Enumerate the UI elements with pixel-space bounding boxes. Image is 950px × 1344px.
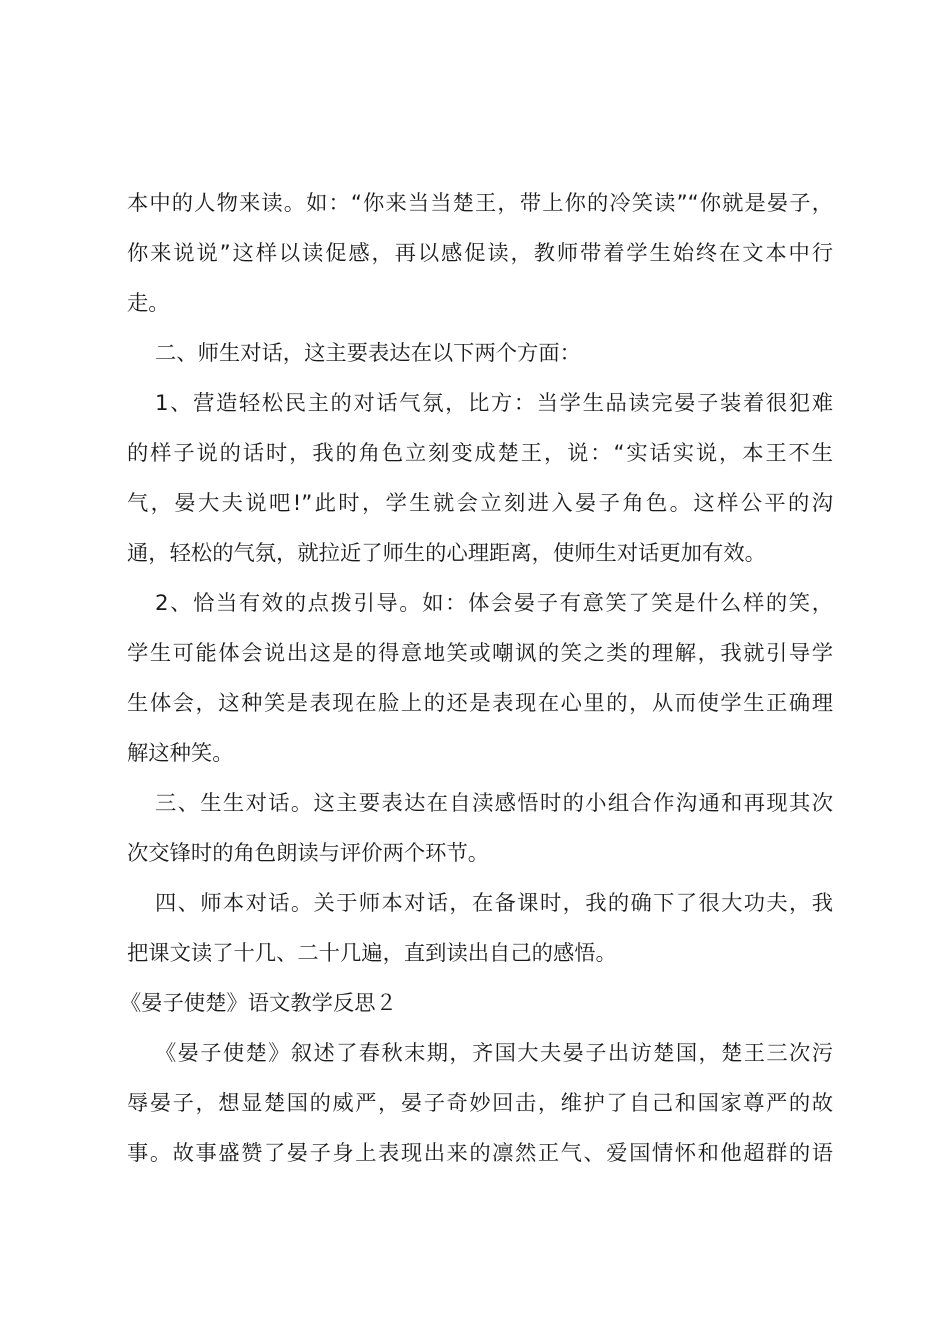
paragraph-line: 学生可能体会说出这是的得意地笑或嘲讽的笑之类的理解，我就引导学 [127,641,833,666]
paragraph-line: 通，轻松的气氛，就拉近了师生的心理距离，使师生对话更加有效。 [127,541,766,566]
paragraph-line: 本中的人物来读。如：“你来当当楚王，带上你的冷笑读”“你就是晏子， [127,191,833,216]
section-heading: 二、师生对话，这主要表达在以下两个方面： [155,341,581,366]
paragraph-line: 走。 [127,291,170,316]
paragraph-line: 次交锋时的角色朗读与评价两个环节。 [127,841,490,866]
paragraph-line: 生体会，这种笑是表现在脸上的还是表现在心里的，从而使学生正确理 [127,691,833,716]
paragraph-line: 四、师本对话。关于师本对话，在备课时，我的确下了很大功夫，我 [155,891,833,916]
paragraph-line: 你来说说”这样以读促感，再以感促读，教师带着学生始终在文本中行 [127,241,833,266]
paragraph-line: 辱晏子，想显楚国的威严，晏子奇妙回击，维护了自己和国家尊严的故 [127,1091,833,1116]
paragraph-line: 解这种笑。 [127,741,234,766]
paragraph-line: 事。故事盛赞了晏子身上表现出来的凛然正气、爱国情怀和他超群的语 [127,1141,833,1166]
paragraph-line: 气，晏大夫说吧!”此时，学生就会立刻进入晏子角色。这样公平的沟 [127,491,833,516]
paragraph-line: 的样子说的话时，我的角色立刻变成楚王，说：“实话实说，本王不生 [127,441,833,466]
paragraph-line: 三、生生对话。这主要表达在自渎感悟时的小组合作沟通和再现其次 [155,791,833,816]
paragraph-line: 2、恰当有效的点拨引导。如：体会晏子有意笑了笑是什么样的笑， [155,591,833,616]
paragraph-line: 把课文读了十几、二十几遍，直到读出自己的感悟。 [127,941,617,966]
paragraph-line: 《晏子使楚》叙述了春秋末期，齐国大夫晏子出访楚国，楚王三次污 [155,1041,833,1066]
section-title: 《晏子使楚》语文教学反思２ [120,991,397,1016]
paragraph-line: 1、营造轻松民主的对话气氛，比方：当学生品读完晏子装着很犯难 [155,391,833,416]
